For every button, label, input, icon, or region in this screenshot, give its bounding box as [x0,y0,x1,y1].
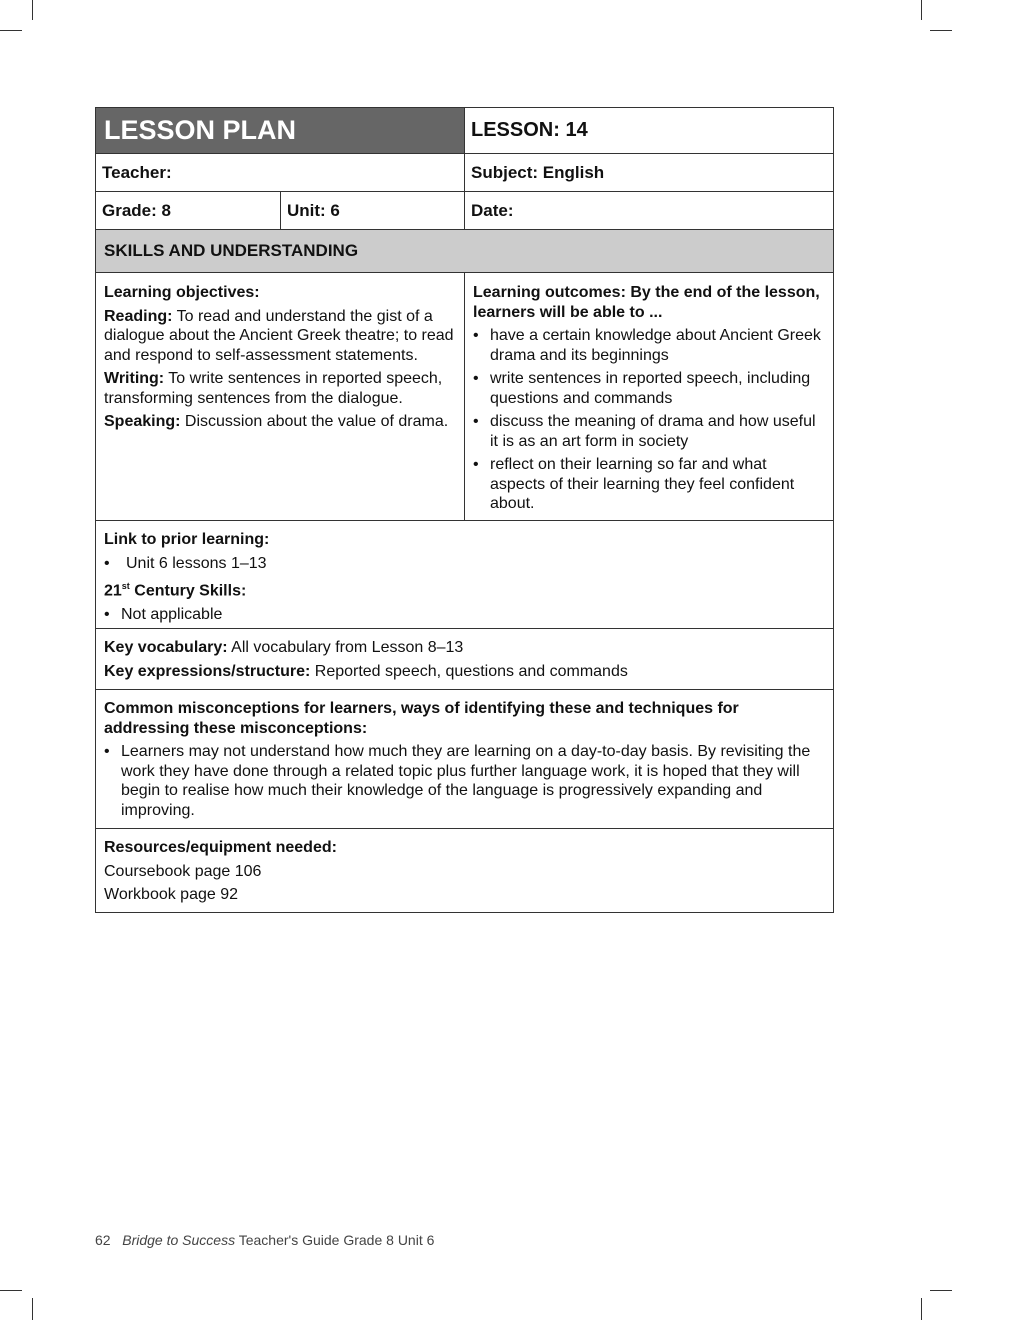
unit-field: Unit: 6 [280,191,465,230]
vocabulary [95,628,834,690]
book-title: Bridge to Success [122,1232,236,1248]
label: Speaking: [104,413,181,430]
list-item: • write sentences in reported speech, including questions and commands [473,369,825,408]
objectives-heading: Learning objectives: [104,284,260,301]
crop-mark [930,1290,952,1291]
crop-mark [32,1298,33,1320]
key-expressions [104,662,825,682]
list-item: • discuss the meaning of drama and how useful it is as an art form in society [473,412,825,451]
list-item: • have a certain knowledge about Ancient Greek drama and its beginnings [473,326,825,365]
teacher-field: Teacher: [95,153,465,192]
resource-item: Coursebook page 106 [104,862,262,880]
page-footer [95,1232,434,1248]
text: All vocabulary from Lesson 8–13 [227,639,464,656]
objective-writing [104,369,456,408]
subject-field: Subject: English [464,153,834,192]
resource-item: Workbook page 92 [104,886,239,903]
text: To write sentences in reported speech, transforming sentences from the dialogue. [104,370,443,407]
prior-learning [95,520,834,629]
text: Discussion about the value of drama. [180,413,449,430]
crop-mark [930,30,952,31]
century-skills-heading [104,577,825,601]
objective-speaking [104,412,456,432]
text: 21 [104,582,122,600]
text: Reported speech, questions and commands [310,662,628,680]
text: To read and understand the gist of a dialogue about the Ancient Greek theatre; to read and respond to self-assessment statements. [104,307,454,364]
crop-mark [921,0,922,20]
lesson-number: LESSON: 14 [464,107,834,154]
list-item: • reflect on their learning so far and what aspects of their learning they feel confident about. [473,455,825,514]
misconceptions [95,689,834,829]
prior-heading: Link to prior learning: [104,531,270,548]
label: Reading: [104,307,173,325]
skills-heading: SKILLS AND UNDERSTANDING [95,229,834,273]
resources [95,828,834,913]
resources-heading: Resources/equipment needed: [104,839,337,856]
label: Key expressions/structure: [104,662,311,680]
footer-text: Teacher's Guide Grade 8 Unit 6 [235,1232,435,1248]
page-number: 62 [95,1232,111,1248]
outcomes-heading: Learning outcomes: By the end of the lesson, learners will be able to ... [473,284,820,321]
crop-mark [32,0,33,20]
list-item: • Unit 6 lessons 1–13 [104,554,825,574]
date-field: Date: [464,191,834,230]
label: Key vocabulary: [104,639,228,656]
misconceptions-heading: Common misconceptions for learners, ways of identifying these and techniques for addressing these misconceptions: [104,700,739,737]
objective-reading [104,307,456,366]
crop-mark [0,1290,22,1291]
learning-objectives [95,272,465,521]
crop-mark [921,1298,922,1320]
list-item: • Learners may not understand how much they are learning on a day-to-day basis. By revisiting the work they have done through a related topic plus further language work, it is hoped that they will begin to realise how much their knowledge of the language is progressively expanding and improving. [104,742,825,820]
text: st [121,581,130,591]
learning-outcomes [464,272,834,521]
grade-field: Grade: 8 [95,191,281,230]
label: Writing: [104,370,165,387]
text: Century Skills: [129,582,247,600]
key-vocabulary [104,638,825,658]
crop-mark [0,30,22,31]
lesson-plan-title: LESSON PLAN [95,107,465,154]
list-item: • Not applicable [104,605,825,625]
